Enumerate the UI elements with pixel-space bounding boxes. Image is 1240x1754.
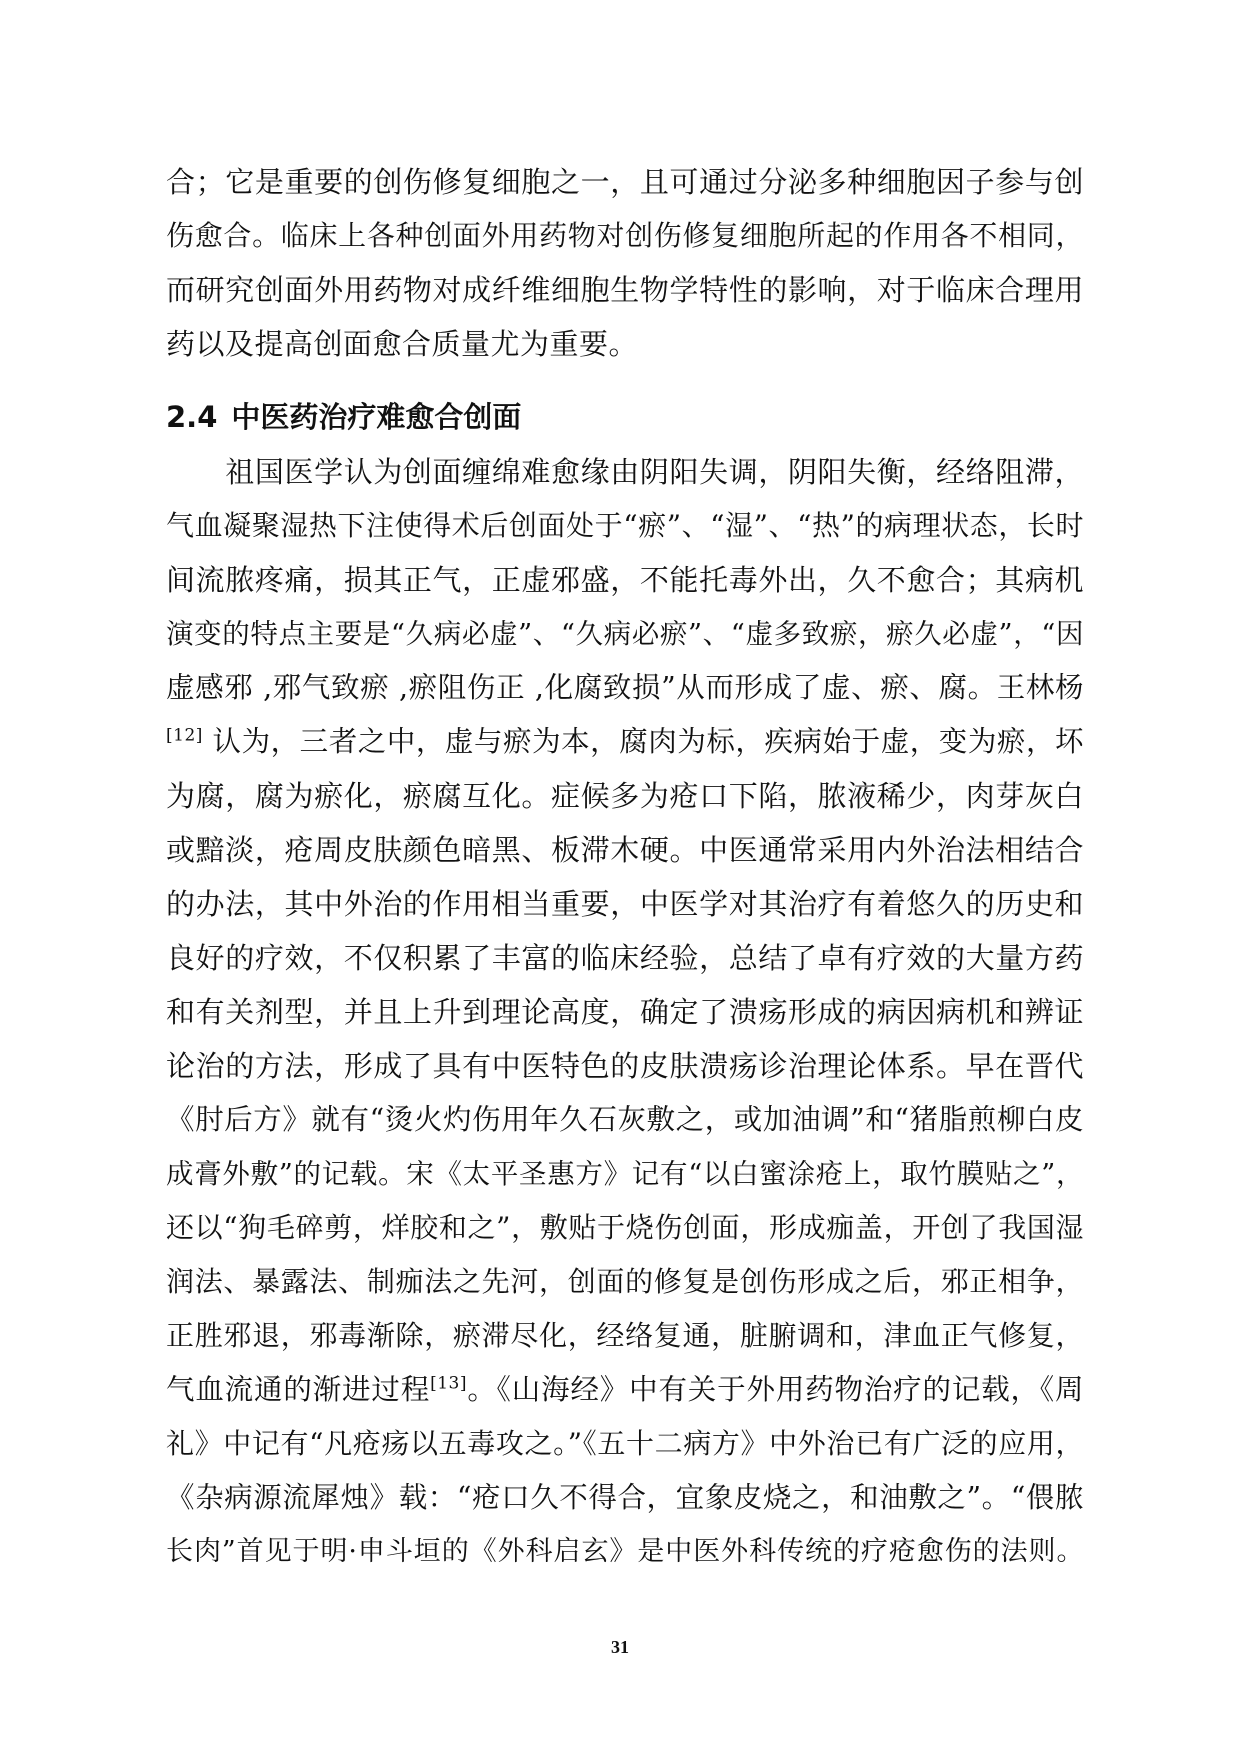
- text-line: 礼》中记有“凡疮疡以五毒攻之。”《五十二病方》中外治已有广泛的应用，: [166, 1427, 1084, 1460]
- text-line: 而研究创面外用药物对成纤维细胞生物学特性的影响，对于临床合理用: [166, 273, 1084, 307]
- text-line: 气血凝聚湿热下注使得术后创面处于“瘀”、“湿”、“热”的病理状态，长时: [166, 509, 1084, 542]
- text-line: 的办法，其中外治的作用相当重要，中医学对其治疗有着悠久的历史和: [166, 887, 1084, 921]
- body-paragraph: [166, 445, 1084, 1579]
- citation-ref: [13]: [430, 1373, 467, 1394]
- text-segment: 气血流通的渐进过程: [166, 1373, 431, 1406]
- section-heading: [166, 390, 521, 444]
- citation-ref: [12]: [166, 725, 203, 746]
- section-number: 2.4: [166, 400, 218, 434]
- text-segment: 。《山海经》中有关于外用药物治疗的记载，《周: [466, 1373, 1084, 1406]
- text-line: 良好的疗效，不仅积累了丰富的临床经验，总结了卓有疗效的大量方药: [166, 941, 1084, 975]
- page-number: 31: [611, 1637, 629, 1657]
- text-line: 或黯淡，疮周皮肤颜色暗黑、板滞木硬。中医通常采用内外治法相结合: [166, 833, 1084, 867]
- text-line: 祖国医学认为创面缠绵难愈缘由阴阳失调，阴阳失衡，经络阻滞，: [166, 455, 1084, 489]
- text-line: 间流脓疼痛，损其正气，正虚邪盛，不能托毒外出，久不愈合；其病机: [166, 563, 1084, 597]
- text-line: 伤愈合。临床上各种创面外用药物对创伤修复细胞所起的作用各不相同，: [166, 219, 1084, 252]
- section-title: 中医药治疗难愈合创面: [231, 400, 522, 434]
- text-line: 润法、暴露法、制痂法之先河，创面的修复是创伤形成之后，邪正相争，: [166, 1265, 1084, 1298]
- text-line: 和有关剂型，并且上升到理论高度，确定了溃疡形成的病因病机和辨证: [166, 995, 1084, 1029]
- text-segment: 认为，三者之中，虚与瘀为本，腐肉为标，疾病始于虚，变为瘀，坏: [202, 725, 1084, 758]
- text-line: 虚感邪 ,邪气致瘀 ,瘀阻伤正 ,化腐致损”从而形成了虚、瘀、腐。王林杨: [166, 671, 1084, 704]
- text-line: 论治的方法，形成了具有中医特色的皮肤溃疡诊治理论体系。早在晋代: [166, 1049, 1084, 1083]
- text-line: 合；它是重要的创伤修复细胞之一，且可通过分泌多种细胞因子参与创: [166, 165, 1084, 199]
- text-line: 正胜邪退，邪毒渐除，瘀滞尽化，经络复通，脏腑调和，津血正气修复，: [166, 1319, 1084, 1352]
- text-line: 长肉”首见于明·申斗垣的《外科启玄》是中医外科传统的疗疮愈伤的法则。: [166, 1536, 1084, 1567]
- text-line: 《肘后方》就有“烫火灼伤用年久石灰敷之，或加油调”和“猪脂煎柳白皮: [166, 1103, 1084, 1136]
- text-line: 药以及提高创面愈合质量尤为重要。: [166, 327, 639, 361]
- text-line: 《杂病源流犀烛》载：“疮口久不得合，宜象皮烧之，和油敷之”。“偎脓: [166, 1481, 1084, 1514]
- text-line: [166, 1363, 1084, 1417]
- text-line: 演变的特点主要是“久病必虚”、“久病必瘀”、“虚多致瘀，瘀久必虚”，“因: [166, 618, 1084, 650]
- text-line: 成膏外敷”的记载。宋《太平圣惠方》记有“以白蜜涂疮上，取竹膜贴之”，: [166, 1158, 1084, 1190]
- text-line: 为腐，腐为瘀化，瘀腐互化。症候多为疮口下陷，脓液稀少，肉芽灰白: [166, 779, 1084, 813]
- text-line: [166, 715, 1084, 769]
- intro-paragraph: [166, 155, 1084, 371]
- text-line: 还以“狗毛碎剪，烊胶和之”，敷贴于烧伤创面，形成痂盖，开创了我国湿: [166, 1211, 1084, 1244]
